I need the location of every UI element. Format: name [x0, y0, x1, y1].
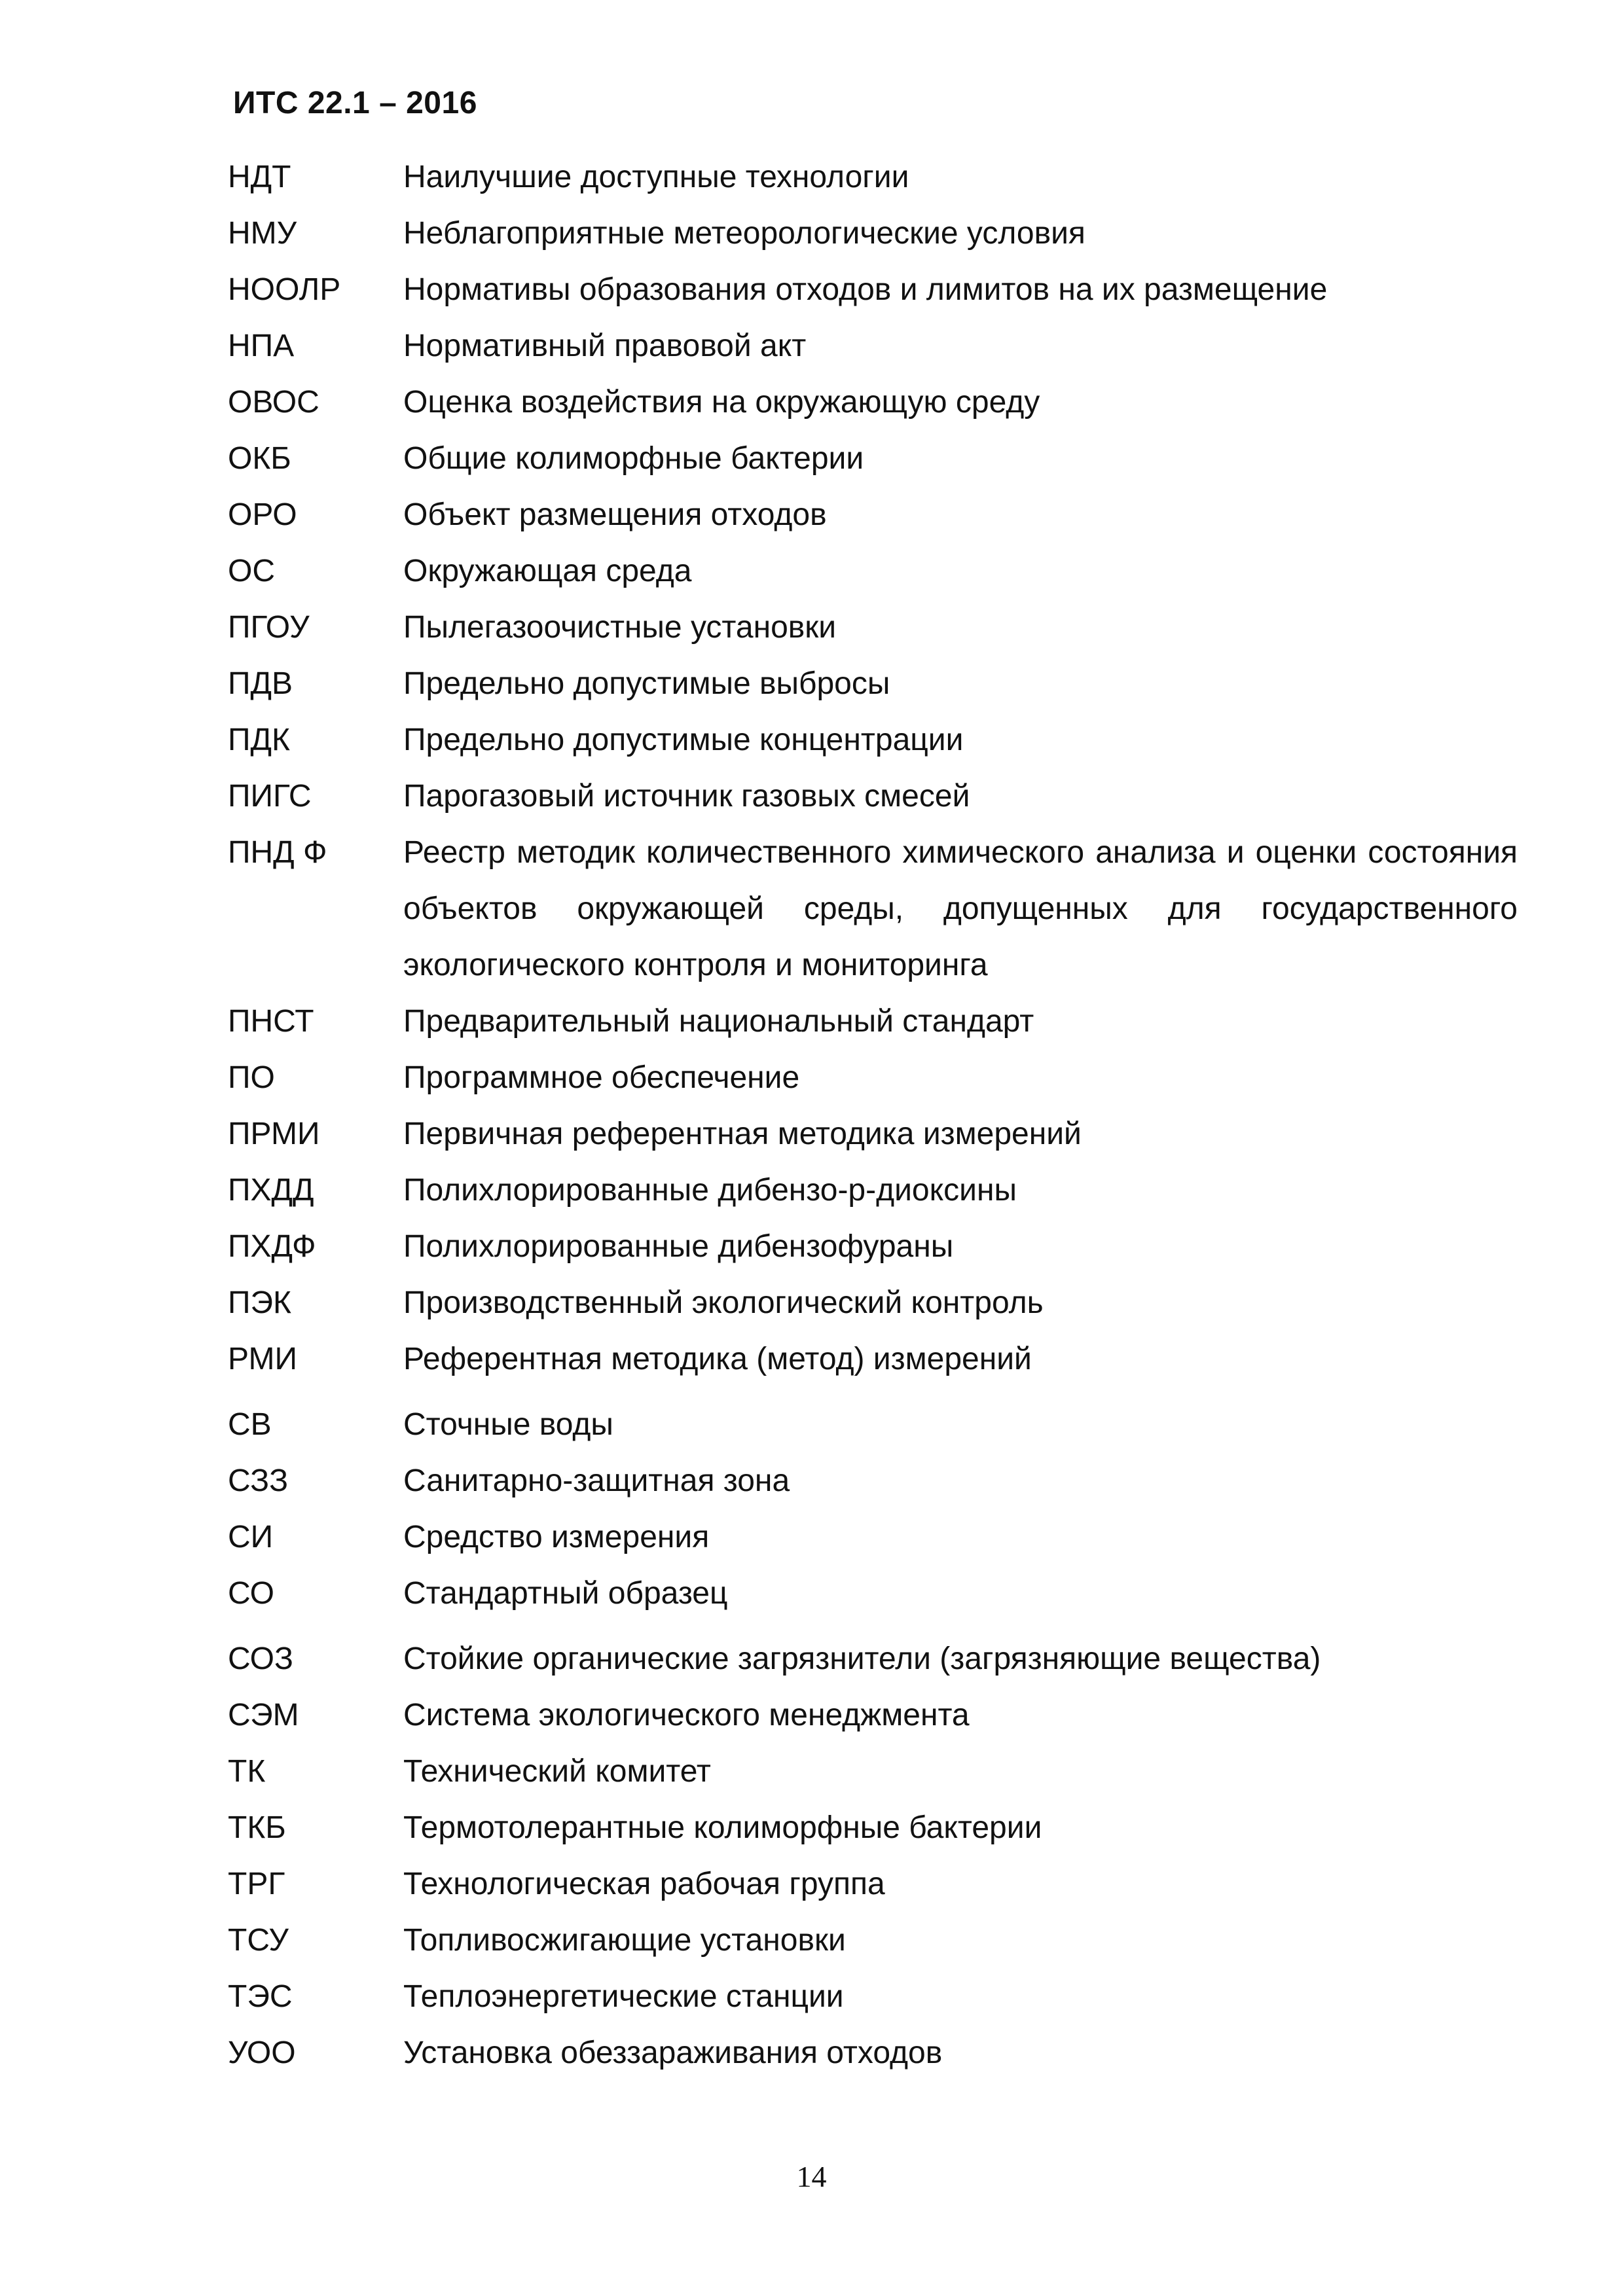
list-item	[228, 1397, 1518, 1453]
definition: Программное обеспечение	[403, 1060, 800, 1095]
list-item	[228, 262, 1518, 318]
definition: Установка обеззараживания отходов	[403, 2036, 943, 2070]
list-item	[228, 1631, 1518, 1687]
definition: Наилучшие доступные технологии	[403, 160, 909, 194]
list-item	[228, 1219, 1518, 1275]
definition: Предельно допустимые концентрации	[403, 723, 964, 757]
abbreviation: ТЭС	[228, 1979, 293, 2014]
abbreviation: НООЛР	[228, 272, 341, 307]
list-item	[228, 1969, 1518, 2025]
abbreviation: РМИ	[228, 1342, 297, 1376]
abbreviation: УОО	[228, 2036, 296, 2070]
list-item	[228, 1275, 1518, 1331]
definition: Окружающая среда	[403, 554, 692, 588]
list-item	[228, 600, 1518, 656]
abbreviation-list	[228, 149, 1518, 2081]
abbreviation: ПЭК	[228, 1285, 291, 1320]
definition: Термотолерантные колиморфные бактерии	[403, 1810, 1042, 1845]
definition: Теплоэнергетические станции	[403, 1979, 844, 2014]
abbreviation: ТРГ	[228, 1867, 285, 1901]
abbreviation: НПА	[228, 329, 295, 363]
list-item	[228, 1912, 1518, 1969]
definition: Первичная референтная методика измерений	[403, 1117, 1082, 1151]
list-item	[228, 487, 1518, 543]
definition: Неблагоприятные метеорологические условия	[403, 216, 1085, 251]
page-number: 14	[796, 2160, 827, 2193]
list-item	[228, 2025, 1518, 2081]
abbreviation: СВ	[228, 1407, 272, 1442]
list-item	[228, 1744, 1518, 1800]
list-item	[228, 543, 1518, 600]
definition: Нормативы образования отходов и лимитов на их размещение	[403, 272, 1328, 307]
definition: Полихлорированные дибензофураны	[403, 1229, 954, 1264]
abbreviation: ОВОС	[228, 385, 319, 420]
list-item	[228, 994, 1518, 1050]
definition: Предельно допустимые выбросы	[403, 666, 890, 701]
definition: Топливосжигающие установки	[403, 1923, 846, 1958]
definition: Технический комитет	[403, 1754, 711, 1789]
definition: Объект размещения отходов	[403, 497, 827, 532]
list-item	[228, 1856, 1518, 1912]
abbreviation: ПДК	[228, 723, 290, 757]
abbreviation: ОКБ	[228, 441, 291, 476]
list-item	[228, 1331, 1518, 1388]
definition: Общие колиморфные бактерии	[403, 441, 864, 476]
list-item	[228, 1687, 1518, 1744]
list-item	[228, 656, 1518, 712]
abbreviation: ОС	[228, 554, 275, 588]
list-item	[228, 1162, 1518, 1219]
abbreviation: СО	[228, 1576, 274, 1611]
abbreviation: СИ	[228, 1520, 274, 1554]
abbreviation: ПНД Ф	[228, 835, 327, 870]
definition: Парогазовый источник газовых смесей	[403, 779, 970, 814]
abbreviation: ОРО	[228, 497, 297, 532]
definition: Санитарно-защитная зона	[403, 1463, 790, 1498]
definition: Полихлорированные дибензо-р-диоксины	[403, 1173, 1017, 1208]
abbreviation: ПДВ	[228, 666, 293, 701]
list-item	[228, 1566, 1518, 1622]
list-item	[228, 431, 1518, 487]
list-item	[228, 149, 1518, 206]
list-item	[228, 206, 1518, 262]
list-item	[228, 374, 1518, 431]
definition: Референтная методика (метод) измерений	[403, 1342, 1032, 1376]
definition: Стойкие органические загрязнители (загрязняющие вещества)	[403, 1641, 1321, 1676]
list-item	[228, 1509, 1518, 1566]
abbreviation: СЗЗ	[228, 1463, 289, 1498]
definition: Реестр методик количественного химического анализа и оценки состояния объектов окружающей среды, допущенных для государственного экологического контроля и мониторинга	[403, 835, 1518, 982]
definition: Средство измерения	[403, 1520, 710, 1554]
list-item	[228, 825, 1518, 994]
definition: Система экологического менеджмента	[403, 1698, 970, 1732]
list-item	[228, 1800, 1518, 1856]
abbreviation: ПО	[228, 1060, 275, 1095]
abbreviation: ПРМИ	[228, 1117, 320, 1151]
definition: Оценка воздействия на окружающую среду	[403, 385, 1040, 420]
list-item	[228, 1106, 1518, 1162]
list-item	[228, 1453, 1518, 1509]
definition: Предварительный национальный стандарт	[403, 1004, 1034, 1039]
definition: Технологическая рабочая группа	[403, 1867, 885, 1901]
list-item	[228, 768, 1518, 825]
definition: Пылегазоочистные установки	[403, 610, 837, 645]
abbreviation: НДТ	[228, 160, 291, 194]
abbreviation: ТСУ	[228, 1923, 289, 1958]
list-item	[228, 318, 1518, 374]
list-item	[228, 712, 1518, 768]
definition: Стандартный образец	[403, 1576, 728, 1611]
list-item	[228, 1050, 1518, 1106]
abbreviation: ПХДД	[228, 1173, 314, 1208]
abbreviation: НМУ	[228, 216, 297, 251]
abbreviation: СЭМ	[228, 1698, 299, 1732]
definition: Сточные воды	[403, 1407, 613, 1442]
abbreviation: ПНСТ	[228, 1004, 314, 1039]
abbreviation: ПИГС	[228, 779, 312, 814]
definition: Производственный экологический контроль	[403, 1285, 1044, 1320]
document-header: ИТС 22.1 – 2016	[233, 86, 477, 120]
abbreviation: ТКБ	[228, 1810, 286, 1845]
abbreviation: ТК	[228, 1754, 266, 1789]
definition: Нормативный правовой акт	[403, 329, 807, 363]
abbreviation: ПХДФ	[228, 1229, 316, 1264]
abbreviation: ПГОУ	[228, 610, 310, 645]
abbreviation: СОЗ	[228, 1641, 293, 1676]
